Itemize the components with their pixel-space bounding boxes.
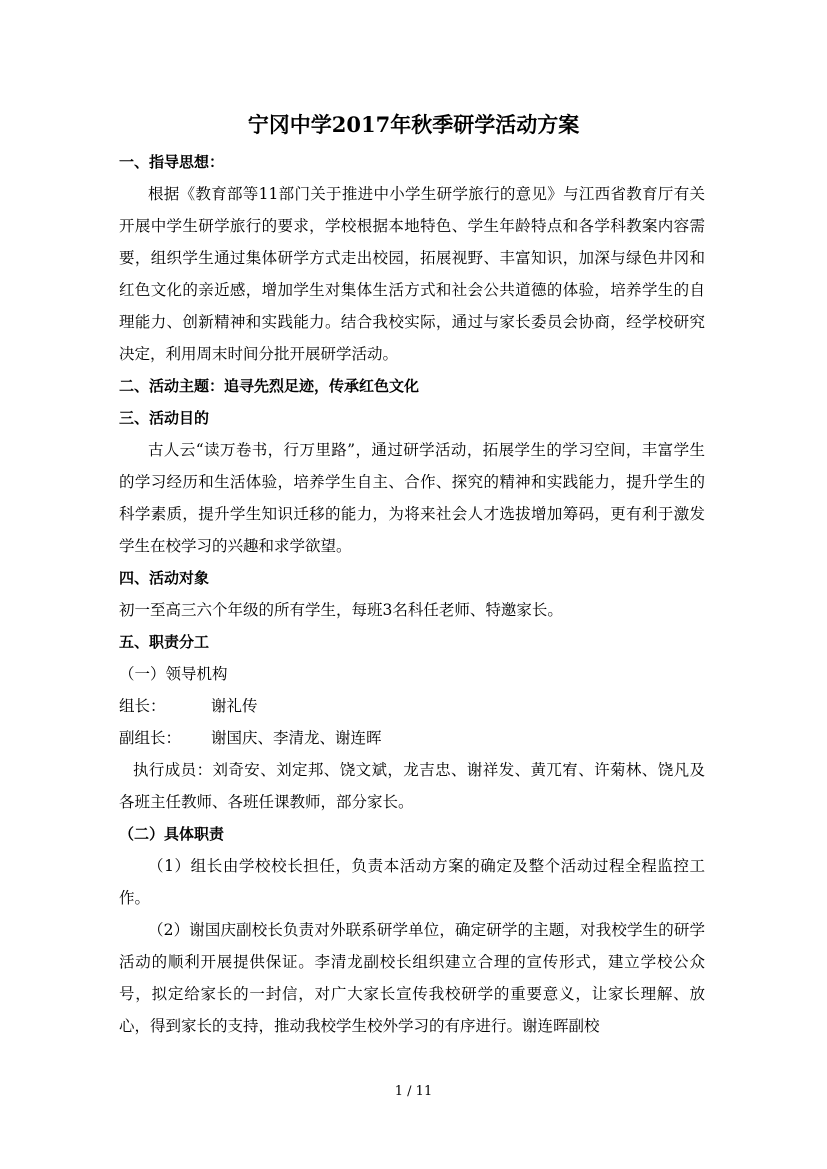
paragraph-duty-2: （2）谢国庆副校长负责对外联系研学单位，确定研学的主题，对我校学生的研学活动的顺利开展提供保证。李清龙副校长组织建立合理的宣传形式，建立学校公众号，拟定给家长的一封信，对广大家长宣传我校研学的重要意义，让家长理解、放心，得到家长的支持，推动我校学生校外学习的有序进行。谢连晖副校 — [119, 921, 705, 1035]
subheading-leadership: （一）领导机构 — [119, 665, 228, 683]
section-heading-purpose: 三、活动目的 — [119, 409, 210, 427]
subheading-duties: （二）具体职责 — [119, 825, 225, 843]
section-heading-guiding-ideology: 一、指导思想： — [119, 153, 225, 171]
leader-value: 谢礼传 — [211, 697, 258, 715]
section-heading-theme: 二、活动主题：追寻先烈足迹，传承红色文化 — [119, 377, 420, 395]
section-heading-responsibilities: 五、职责分工 — [119, 633, 210, 651]
paragraph-participants: 初一至高三六个年级的所有学生，每班3名科任老师、特邀家长。 — [119, 601, 563, 619]
page-number: 1 / 11 — [394, 1084, 433, 1099]
vice-leader-value: 谢国庆、李清龙、谢连晖 — [211, 729, 382, 747]
paragraph-purpose: 古人云“读万卷书，行万里路”，通过研学活动，拓展学生的学习空间，丰富学生的学习经历和生活体验，培养学生自主、合作、探究的精神和实践能力，提升学生的科学素质，提升学生知识迁移的能力，为将来社会人才选拔增加筹码，更有利于激发学生在校学习的兴趣和求学欲望。 — [119, 441, 705, 555]
document-title: 宁冈中学2017年秋季研学活动方案 — [247, 112, 580, 137]
leader-row — [119, 690, 705, 722]
leader-label: 组长： — [119, 697, 166, 715]
document-body — [119, 146, 705, 1042]
vice-leader-row — [119, 722, 705, 754]
section-heading-participants: 四、活动对象 — [119, 569, 210, 587]
paragraph-duty-1: （1）组长由学校校长担任，负责本活动方案的确定及整个活动过程全程监控工作。 — [119, 857, 705, 907]
paragraph-guiding-ideology: 根据《教育部等11部门关于推进中小学生研学旅行的意见》与江西省教育厅有关开展中学生研学旅行的要求，学校根据本地特色、学生年龄特点和各学科教案内容需要，组织学生通过集体研学方式走出校园，拓展视野、丰富知识，加深与绿色井冈和红色文化的亲近感，增加学生对集体生活方式和社会公共道德的体验，培养学生的自理能力、创新精神和实践能力。结合我校实际，通过与家长委员会协商，经学校研究决定，利用周末时间分批开展研学活动。 — [119, 185, 705, 363]
vice-leader-label: 副组长： — [119, 729, 182, 747]
paragraph-members: 执行成员：刘奇安、刘定邦、饶文斌，龙吉忠、谢祥发、黄兀宥、许菊林、饶凡及各班主任教师、各班任课教师，部分家长。 — [119, 761, 705, 811]
